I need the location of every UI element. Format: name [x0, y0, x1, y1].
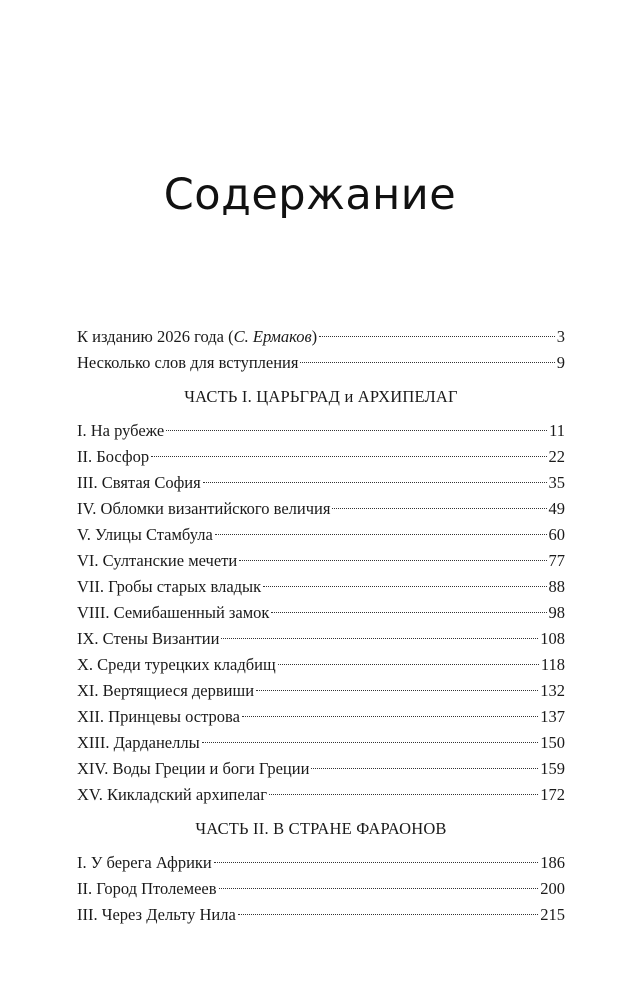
toc-entry[interactable] — [77, 652, 565, 678]
toc-entry-label: III. Через Дельту Нила — [77, 905, 236, 924]
toc-entry-introduction[interactable] — [77, 350, 565, 376]
toc-page-number: 137 — [540, 707, 565, 726]
toc-entry[interactable] — [77, 876, 565, 902]
leader-dots — [269, 794, 538, 795]
toc-entry-label: Несколько слов для вступления — [77, 353, 299, 372]
toc-entry-label: I. На рубеже — [77, 421, 165, 440]
toc-entry-foreword[interactable] — [77, 324, 565, 350]
toc-entry-label: XI. Вертящиеся дервиши — [77, 681, 255, 700]
leader-dots — [263, 586, 546, 587]
leader-dots — [311, 768, 538, 769]
toc-page-number: 172 — [540, 785, 565, 804]
leader-dots — [202, 742, 539, 743]
toc-entry[interactable] — [77, 600, 565, 626]
leader-dots — [166, 430, 547, 431]
leader-dots — [221, 638, 538, 639]
toc-entry[interactable] — [77, 704, 565, 730]
toc-page-number: 159 — [540, 759, 565, 778]
leader-dots — [203, 482, 547, 483]
toc-entry-label: V. Улицы Стамбула — [77, 525, 213, 544]
toc-entry-label: XII. Принцевы острова — [77, 707, 240, 726]
leader-dots — [278, 664, 539, 665]
leader-dots — [238, 914, 538, 915]
toc-entry-label: IX. Стены Византии — [77, 629, 220, 648]
toc-entry[interactable] — [77, 522, 565, 548]
toc-entry[interactable] — [77, 496, 565, 522]
toc-entry[interactable] — [77, 626, 565, 652]
leader-dots — [151, 456, 546, 457]
toc-page-number: 118 — [540, 655, 565, 674]
page-title: Содержание — [163, 170, 457, 220]
toc-entry-label: III. Святая София — [77, 473, 201, 492]
leader-dots — [219, 888, 539, 889]
toc-page-number: 60 — [548, 525, 565, 544]
leader-dots — [319, 336, 555, 337]
toc-page-number: 3 — [556, 327, 565, 346]
toc-page-number: 215 — [540, 905, 565, 924]
toc-page-number: 11 — [549, 421, 565, 440]
toc-page-number: 150 — [540, 733, 565, 752]
toc-page-number: 200 — [540, 879, 565, 898]
toc-page-number: 108 — [540, 629, 565, 648]
toc-entry[interactable] — [77, 782, 565, 808]
table-of-contents — [77, 324, 565, 928]
toc-entry[interactable] — [77, 470, 565, 496]
toc-entry-label: VIII. Семибашенный замок — [77, 603, 270, 622]
toc-page-number: 9 — [556, 353, 565, 372]
leader-dots — [271, 612, 546, 613]
toc-entry-label: XIII. Дарданеллы — [77, 733, 200, 752]
leader-dots — [256, 690, 538, 691]
toc-entry[interactable] — [77, 730, 565, 756]
toc-entry-label: К изданию 2026 года (С. Ермаков) — [77, 327, 318, 346]
toc-entry-label: VII. Гробы старых владык — [77, 577, 262, 596]
toc-entry[interactable] — [77, 850, 565, 876]
toc-entry-label: VI. Султанские мечети — [77, 551, 238, 570]
toc-page-number: 88 — [548, 577, 565, 596]
toc-entry-label: IV. Обломки византийского величия — [77, 499, 331, 518]
toc-entry-label: XIV. Воды Греции и боги Греции — [77, 759, 310, 778]
leader-dots — [214, 862, 539, 863]
leader-dots — [332, 508, 546, 509]
toc-page-number: 77 — [548, 551, 565, 570]
toc-entry[interactable] — [77, 678, 565, 704]
toc-entry-label: XV. Кикладский архипелаг — [77, 785, 268, 804]
toc-entry[interactable] — [77, 444, 565, 470]
toc-page-number: 132 — [540, 681, 565, 700]
toc-page-number: 98 — [548, 603, 565, 622]
toc-entry-label: I. У берега Африки — [77, 853, 212, 872]
toc-entry-label: II. Босфор — [77, 447, 150, 466]
leader-dots — [215, 534, 547, 535]
toc-entry[interactable] — [77, 548, 565, 574]
toc-entry[interactable] — [77, 902, 565, 928]
toc-entry-label: II. Город Птолемеев — [77, 879, 217, 898]
part-heading-2: ЧАСТЬ II. В СТРАНЕ ФАРАОНОВ — [195, 819, 447, 838]
toc-entry[interactable] — [77, 574, 565, 600]
toc-page-number: 35 — [548, 473, 565, 492]
leader-dots — [242, 716, 538, 717]
toc-entry[interactable] — [77, 756, 565, 782]
part-heading-1: ЧАСТЬ I. ЦАРЬГРАД и АРХИПЕЛАГ — [184, 387, 458, 406]
toc-entry-label: X. Среди турецких кладбищ — [77, 655, 276, 674]
leader-dots — [239, 560, 546, 561]
toc-page-number: 22 — [548, 447, 565, 466]
toc-entry[interactable] — [77, 418, 565, 444]
leader-dots — [300, 362, 554, 363]
toc-page-number: 186 — [540, 853, 565, 872]
toc-page-number: 49 — [548, 499, 565, 518]
